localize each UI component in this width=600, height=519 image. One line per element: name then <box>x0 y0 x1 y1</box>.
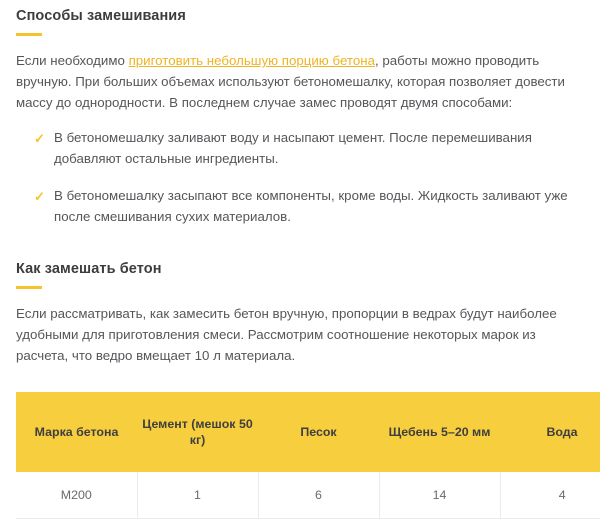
cell-cement: 1 <box>137 472 258 519</box>
column-header-cement: Цемент (мешок 50 кг) <box>137 392 258 472</box>
methods-list <box>16 127 584 227</box>
table-body <box>16 472 600 519</box>
proportions-table <box>16 392 600 519</box>
check-icon: ✓ <box>34 131 45 146</box>
list-item <box>16 185 584 227</box>
check-icon: ✓ <box>34 189 45 204</box>
column-header-sand: Песок <box>258 392 379 472</box>
inline-link-small-batch[interactable]: приготовить небольшую порцию бетона <box>128 53 375 68</box>
cell-sand: 6 <box>258 472 379 519</box>
cell-grade: М200 <box>16 472 137 519</box>
intro-text-before: Если необходимо <box>16 53 129 68</box>
column-header-water: Вода <box>500 392 600 472</box>
section-mixing <box>16 253 584 366</box>
table-row <box>16 472 600 519</box>
list-item-text: В бетономешалку засыпают все компоненты, кроме воды. Жидкость заливают уже после смешивания сухих материалов. <box>54 188 568 224</box>
list-item <box>16 127 584 169</box>
table-header <box>16 392 600 472</box>
table-header-row <box>16 392 600 472</box>
title-underline <box>16 33 42 36</box>
intro-text-after: , работы можно проводить вручную. При больших объемах используют бетономешалку, которая позволяет довести массу до однородности. В последнем случае замес проводят двумя способами: <box>16 53 565 110</box>
column-header-grade: Марка бетона <box>16 392 137 472</box>
section-title-how-to-mix: Как замешать бетон <box>16 261 162 277</box>
list-item-text: В бетономешалку заливают воду и насыпают цемент. После перемешивания добавляют остальные ингредиенты. <box>54 130 532 166</box>
column-header-gravel: Щебень 5–20 мм <box>379 392 500 472</box>
page-title: Способы замешивания <box>16 8 186 24</box>
title-underline <box>16 286 42 289</box>
cell-water: 4 <box>500 472 600 519</box>
intro-paragraph <box>16 50 584 113</box>
cell-gravel: 14 <box>379 472 500 519</box>
mixing-paragraph: Если рассматривать, как замесить бетон вручную, пропорции в ведрах будут наиболее удобными для приготовления смеси. Рассмотрим соотношение некоторых марок из расчета, что ведро вмещает 10 л материала. <box>16 306 557 363</box>
